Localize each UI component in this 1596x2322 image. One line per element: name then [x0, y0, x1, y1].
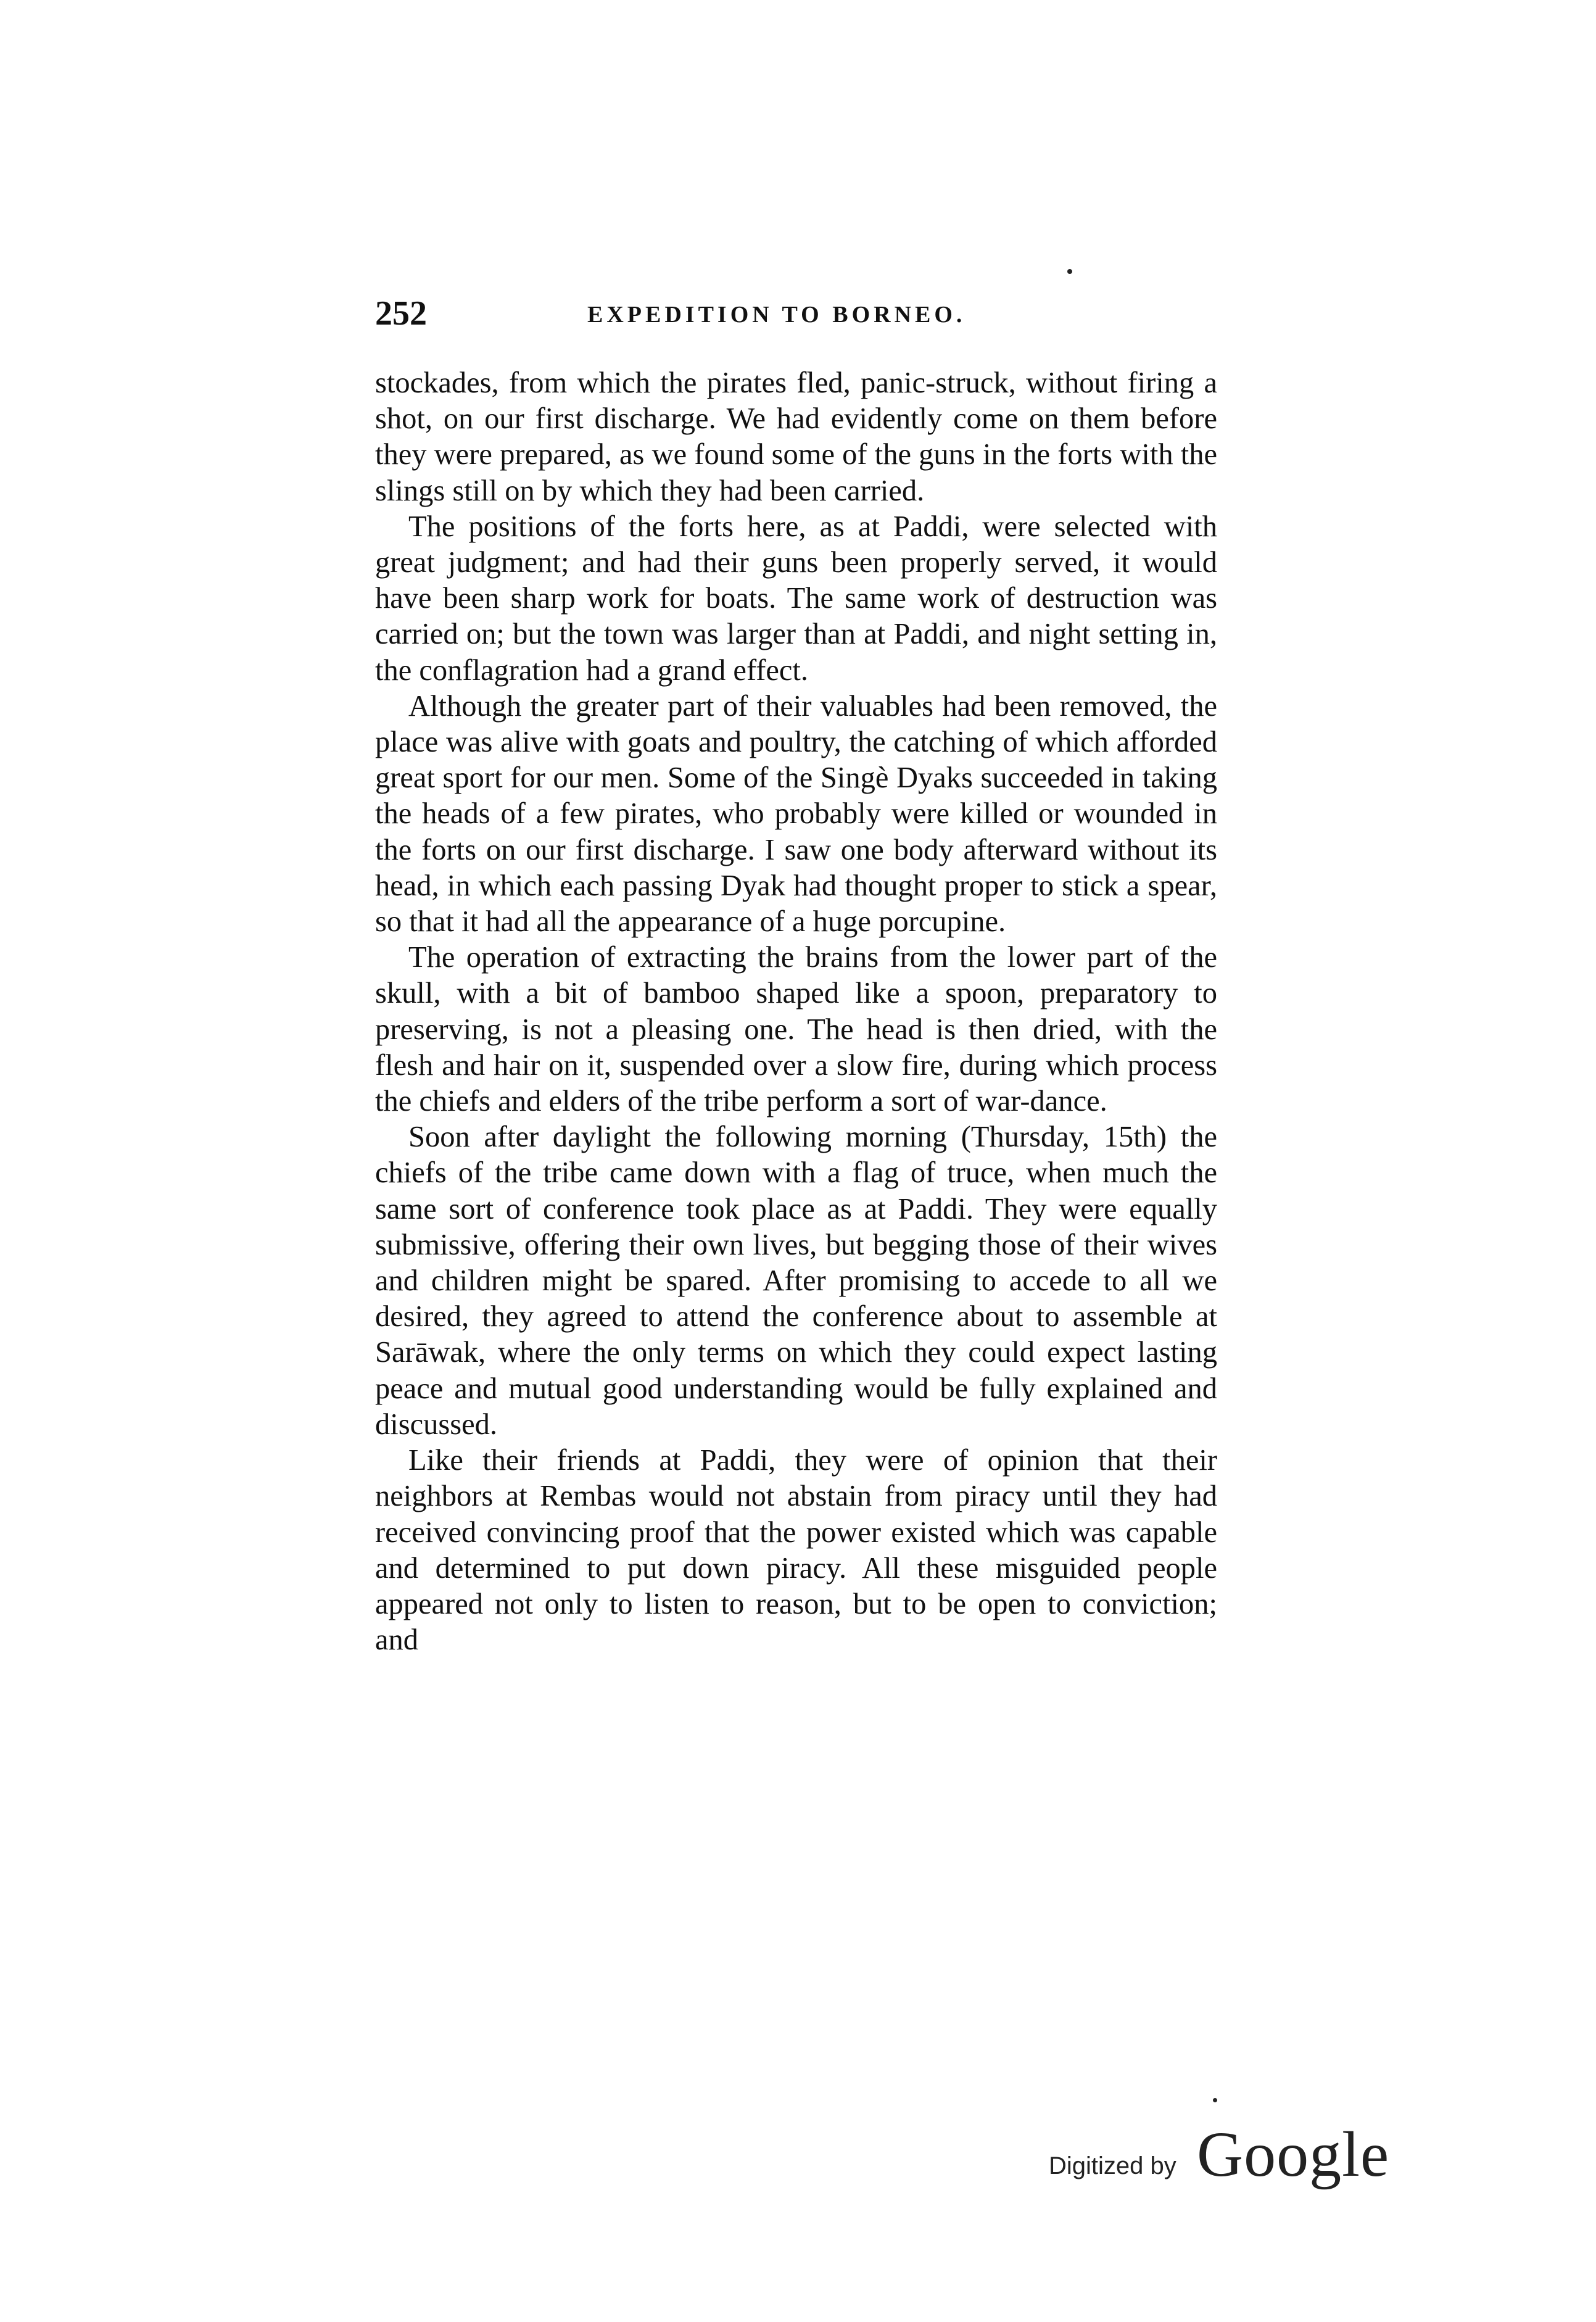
- page-header: [375, 294, 1214, 343]
- page-number: 252: [375, 294, 427, 333]
- ink-speck: [1067, 269, 1072, 274]
- paragraph-1: stockades, from which the pirates fled, panic-struck, without firing a shot, on our first discharge. We had evidently come on them before they were prepared, as we found some of the guns in the forts with the slings still on by which they had been carried.: [375, 367, 1217, 507]
- paragraph-3: Although the greater part of their valuables had been removed, the place was alive with goats and poultry, the catching of which afforded great sport for our men. Some of the Singè Dyaks succeeded in taking the heads of a few pirates, who probably were killed or wounded in the forts on our first discharge. I saw one body afterward without its head, in which each passing Dyak had thought proper to stick a spear, so that it had all the appearance of a huge porcupine.: [375, 689, 1217, 939]
- text-column: [375, 365, 1217, 1658]
- running-head: EXPEDITION TO BORNEO.: [587, 302, 966, 328]
- digitized-label: Digitized by: [1049, 2152, 1176, 2179]
- digitized-watermark: [1049, 2118, 1394, 2192]
- paragraph-4: The operation of extracting the brains from the lower part of the skull, with a bit of bamboo shaped like a spoon, preparatory to preserving, is not a pleasing one. The head is then dried, with the flesh and hair on it, suspended over a slow fire, during which process the chiefs and elders of the tribe perform a sort of war-dance.: [375, 941, 1217, 1118]
- paragraph-5: Soon after daylight the following morning (Thursday, 15th) the chiefs of the tribe came down with a flag of truce, when much the same sort of conference took place as at Paddi. They were equally submissive, offering their own lives, but begging those of their wives and children might be spared. After promising to accede to all we desired, they agreed to attend the conference about to assemble at Sarāwak, where the only terms on which they could expect lasting peace and mutual good understanding would be fully explained and discussed.: [375, 1121, 1217, 1441]
- paragraph-2: The positions of the forts here, as at Paddi, were selected with great judgment; and had their guns been properly served, it would have been sharp work for boats. The same work of destruction was carried on; but the town was larger than at Paddi, and night setting in, the conflagration had a grand effect.: [375, 510, 1217, 687]
- ink-speck: [1213, 2098, 1217, 2102]
- paragraph-6: Like their friends at Paddi, they were of opinion that their neighbors at Rembas would not abstain from piracy until they had received convincing proof that the power existed which was capable and determined to put down piracy. All these misguided people appeared not only to listen to reason, but to be open to conviction; and: [375, 1444, 1217, 1657]
- google-logo: Google: [1197, 2119, 1390, 2190]
